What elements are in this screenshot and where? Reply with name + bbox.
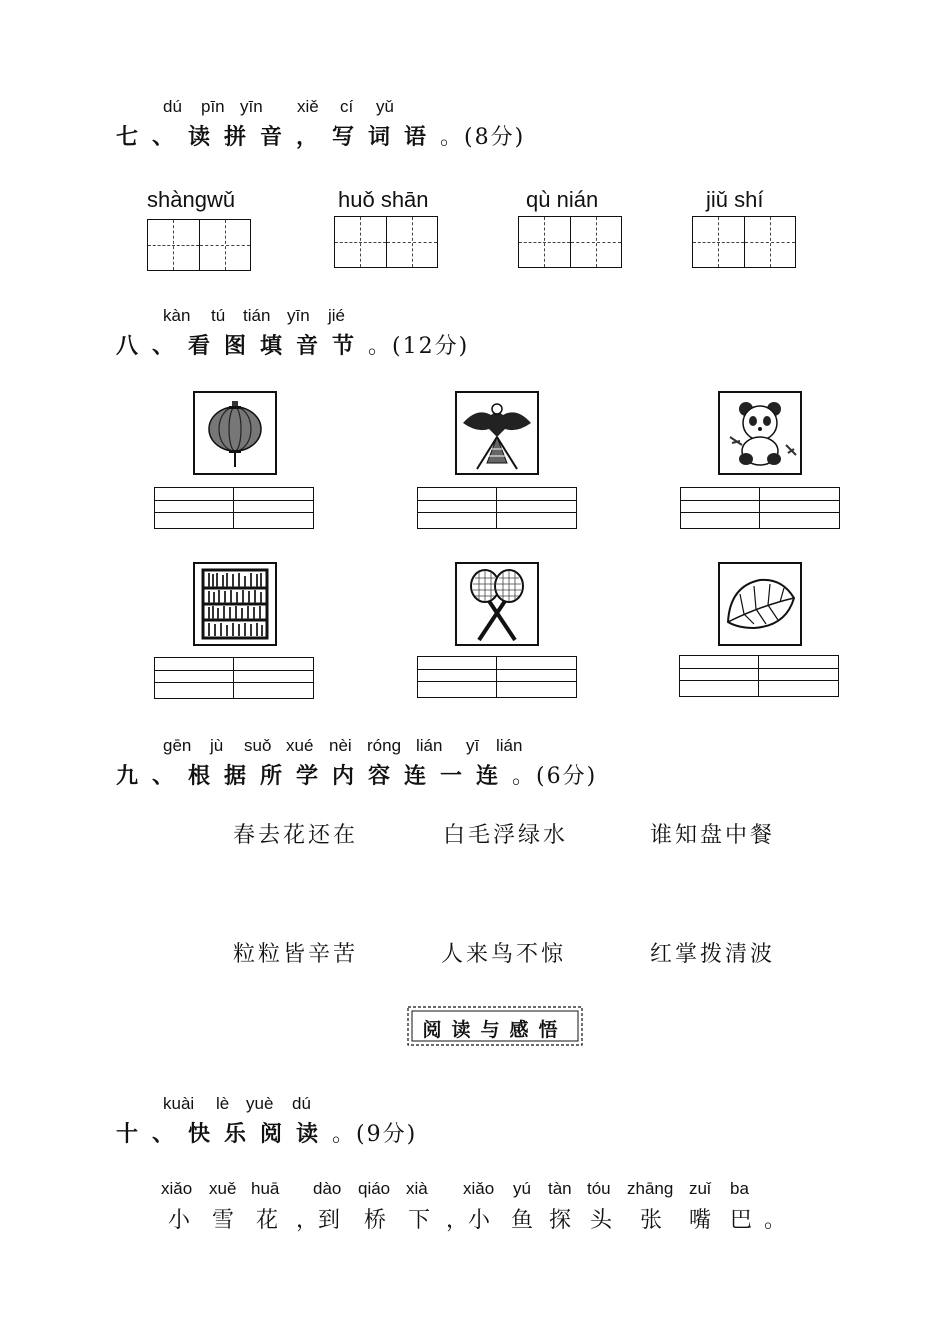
reading-char: 下 bbox=[408, 1208, 431, 1233]
poem-line[interactable]: 粒粒皆辛苦 bbox=[233, 942, 359, 967]
title-pinyin: yīn bbox=[287, 306, 310, 325]
title-pinyin: lián bbox=[496, 736, 523, 755]
writing-grid[interactable] bbox=[518, 216, 622, 268]
kite-icon bbox=[455, 391, 539, 475]
word-pinyin: jiǔ shí bbox=[706, 187, 764, 212]
reading-pinyin: yú bbox=[513, 1179, 531, 1198]
section-title-text: 八、看图填音节 bbox=[116, 334, 369, 359]
section-title-text: 九、根据所学内容连一连 bbox=[116, 764, 513, 789]
pinyin-writing-lines[interactable] bbox=[417, 487, 577, 529]
reading-char: ，小 bbox=[446, 1208, 491, 1233]
reading-pinyin: dào bbox=[313, 1179, 342, 1198]
reading-char: 。 bbox=[764, 1208, 787, 1233]
panda-icon bbox=[718, 391, 802, 475]
title-pinyin: dú bbox=[292, 1094, 311, 1113]
writing-grid[interactable] bbox=[147, 219, 251, 271]
reading-pinyin: qiáo bbox=[358, 1179, 391, 1198]
section-10-title bbox=[116, 1117, 417, 1148]
title-pinyin: lián bbox=[416, 736, 443, 755]
title-pinyin: lè bbox=[216, 1094, 230, 1113]
title-pinyin: jù bbox=[210, 736, 224, 755]
reading-pinyin: tóu bbox=[587, 1179, 611, 1198]
reading-pinyin: tàn bbox=[548, 1179, 572, 1198]
score-label: 。(12分) bbox=[368, 334, 470, 359]
reading-pinyin: xuě bbox=[209, 1179, 237, 1198]
reading-pinyin: ba bbox=[730, 1179, 749, 1198]
title-pinyin: pīn bbox=[201, 97, 225, 116]
title-pinyin: yǔ bbox=[376, 97, 394, 116]
title-pinyin: jié bbox=[328, 306, 346, 325]
reading-pinyin: xiǎo bbox=[463, 1179, 495, 1198]
reading-pinyin: zuǐ bbox=[689, 1179, 711, 1198]
reading-char: 头 bbox=[590, 1208, 613, 1233]
reading-pinyin: zhāng bbox=[627, 1179, 674, 1198]
poem-line[interactable]: 红掌拨清波 bbox=[650, 942, 776, 967]
poem-line[interactable]: 白毛浮绿水 bbox=[443, 823, 569, 848]
writing-grid[interactable] bbox=[692, 216, 796, 268]
title-pinyin: xué bbox=[286, 736, 314, 755]
bookshelf-icon bbox=[193, 562, 277, 646]
title-pinyin: tú bbox=[211, 306, 226, 325]
reading-banner bbox=[404, 1003, 586, 1049]
section-8-title bbox=[116, 329, 469, 360]
title-pinyin: tián bbox=[243, 306, 271, 325]
title-pinyin: gēn bbox=[163, 736, 192, 755]
reading-pinyin: xiǎo bbox=[161, 1179, 193, 1198]
lantern-icon bbox=[193, 391, 277, 475]
poem-line[interactable]: 春去花还在 bbox=[233, 823, 359, 848]
reading-char: 鱼 bbox=[511, 1208, 534, 1233]
section-9-title bbox=[116, 759, 597, 790]
reading-char: 桥 bbox=[364, 1208, 387, 1233]
score-label: 。(6分) bbox=[512, 764, 598, 789]
title-pinyin: suǒ bbox=[244, 736, 272, 755]
title-pinyin: cí bbox=[340, 97, 354, 116]
reading-pinyin: huā bbox=[251, 1179, 280, 1198]
writing-grid[interactable] bbox=[334, 216, 438, 268]
title-pinyin: yuè bbox=[246, 1094, 274, 1113]
reading-char: 花 bbox=[256, 1208, 279, 1233]
title-pinyin: kuài bbox=[163, 1094, 195, 1113]
title-pinyin: yī bbox=[466, 736, 480, 755]
title-pinyin: nèi bbox=[329, 736, 352, 755]
title-pinyin: dú bbox=[163, 97, 182, 116]
reading-char: 张 bbox=[640, 1208, 663, 1233]
section-title-text: 七、读拼音，写词语 bbox=[116, 125, 441, 150]
section-7-title bbox=[116, 120, 525, 151]
poem-line[interactable]: 谁知盘中餐 bbox=[650, 823, 776, 848]
reading-char: 雪 bbox=[212, 1208, 235, 1233]
section-title-text: 十、快乐阅读 bbox=[116, 1122, 333, 1147]
banner-label: 阅读与感悟 bbox=[422, 1019, 568, 1041]
score-label: 。(9分) bbox=[332, 1122, 418, 1147]
reading-char: 巴 bbox=[730, 1208, 753, 1233]
rackets-icon bbox=[455, 562, 539, 646]
pinyin-writing-lines[interactable] bbox=[154, 487, 314, 529]
reading-char: ，到 bbox=[296, 1208, 341, 1233]
title-pinyin: xiě bbox=[297, 97, 319, 116]
reading-pinyin: xià bbox=[406, 1179, 428, 1198]
score-label: 。(8分) bbox=[440, 125, 526, 150]
pinyin-writing-lines[interactable] bbox=[154, 657, 314, 699]
reading-char: 嘴 bbox=[689, 1208, 712, 1233]
title-pinyin: yīn bbox=[240, 97, 263, 116]
pinyin-writing-lines[interactable] bbox=[680, 487, 840, 529]
word-pinyin: shàngwǔ bbox=[147, 187, 236, 212]
pinyin-writing-lines[interactable] bbox=[679, 655, 839, 697]
word-pinyin: huǒ shān bbox=[338, 187, 429, 212]
reading-char: 探 bbox=[549, 1208, 572, 1233]
leaf-icon bbox=[718, 562, 802, 646]
title-pinyin: róng bbox=[367, 736, 402, 755]
reading-char: 小 bbox=[168, 1208, 191, 1233]
pinyin-writing-lines[interactable] bbox=[417, 656, 577, 698]
title-pinyin: kàn bbox=[163, 306, 191, 325]
poem-line[interactable]: 人来鸟不惊 bbox=[441, 942, 567, 967]
word-pinyin: qù nián bbox=[526, 187, 599, 212]
